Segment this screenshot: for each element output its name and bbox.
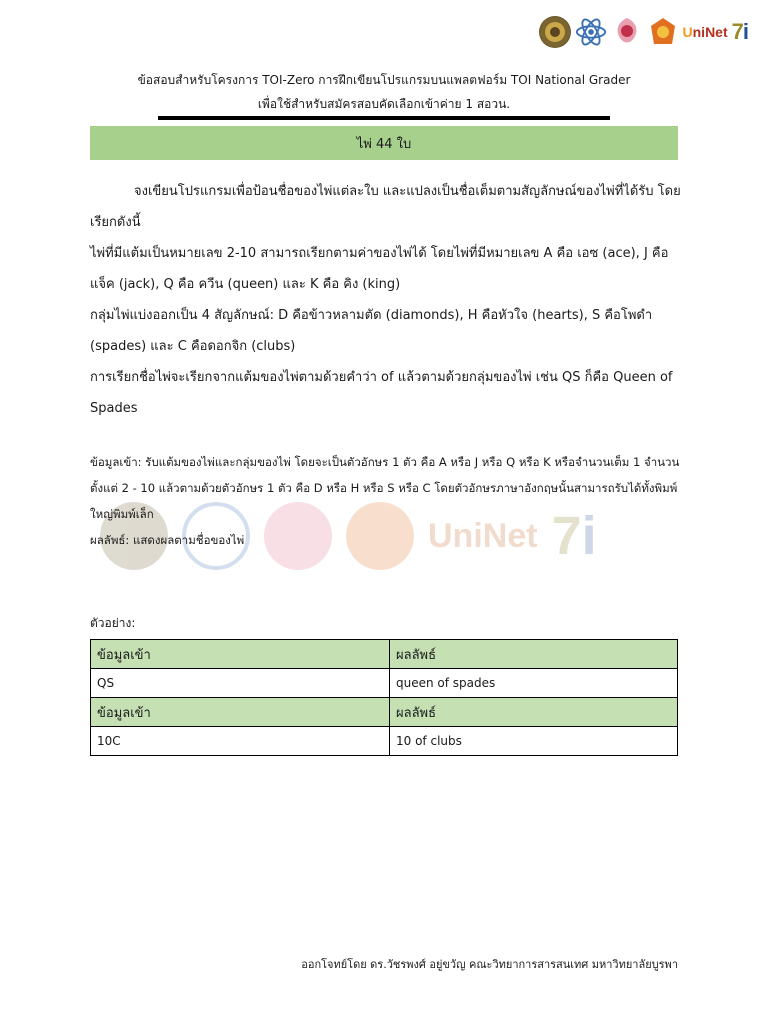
- input-spec: ข้อมูลเข้า: รับแต้มของไพ่และกลุ่มของไพ่ โดยจะเป็นตัวอักษร 1 ตัว คือ A หรือ J หรือ Q หรือ K หรือจำนวนเต็ม 1 จำนวนตั้งแต่ 2 - 10 แล้วตามด้วยตัวอักษร 1 ตัว คือ D หรือ H หรือ S หรือ C โดยตัวอักษรภาษาอังกฤษนั้นสามารถรับได้ทั้งพิมพ์ใหญ่พิมพ์เล็ก: [90, 455, 680, 521]
- ministry-emblem-icon: [647, 16, 679, 48]
- table-header-cell: ผลลัพธ์: [390, 698, 678, 727]
- table-header-cell: ข้อมูลเข้า: [91, 698, 390, 727]
- watermark-toi-logo: 7i: [551, 506, 597, 566]
- header-line-1: ข้อสอบสำหรับโครงการ TOI-Zero การฝึกเขียนโปรแกรมบนแพลตฟอร์ม TOI National Grader: [137, 73, 631, 87]
- header-logos: [539, 16, 749, 48]
- header-divider: [158, 116, 610, 120]
- table-row: [91, 669, 678, 698]
- document-header: [90, 68, 678, 116]
- table-header-cell: ข้อมูลเข้า: [91, 640, 390, 669]
- university-seal-icon: [539, 16, 571, 48]
- author-footer: ออกโจทย์โดย ดร.วัชรพงศ์ อยู่ขวัญ คณะวิทยาการสารสนเทศ มหาวิทยาลัยบูรพา: [301, 958, 678, 971]
- problem-title: [90, 126, 678, 160]
- table-header-row: [91, 640, 678, 669]
- atom-science-icon: [575, 16, 607, 48]
- watermark-uninet-text: UniNet: [428, 516, 538, 555]
- table-row: [91, 727, 678, 756]
- table-header-cell: ผลลัพธ์: [390, 640, 678, 669]
- table-header-row: [91, 698, 678, 727]
- toi-logo: 7i: [731, 19, 748, 44]
- table-cell-output: 10 of clubs: [390, 727, 678, 756]
- description-paragraph: จงเขียนโปรแกรมเพื่อป้อนชื่อของไพ่แต่ละใบ และแปลงเป็นชื่อเต็มตามสัญลักษณ์ของไพ่ที่ได้รับ โดยเรียกดังนี้: [90, 184, 681, 230]
- posn-emblem-icon: [611, 16, 643, 48]
- description-paragraph: การเรียกชื่อไพ่จะเรียกจากแต้มของไพ่ตามด้วยคำว่า of แล้วตามด้วยกลุ่มของไพ่ เช่น QS ก็คือ Queen of Spades: [90, 370, 673, 416]
- example-label: ตัวอย่าง:: [90, 616, 136, 630]
- example-table: [90, 639, 678, 756]
- output-spec: ผลลัพธ์: แสดงผลตามชื่อของไพ่: [90, 533, 245, 547]
- table-cell-input: 10C: [91, 727, 390, 756]
- description-paragraph: ไพ่ที่มีแต้มเป็นหมายเลข 2-10 สามารถเรียกตามค่าของไพ่ได้ โดยไพ่ที่มีหมายเลข A คือ เอซ (ace), J คือ แจ็ค (jack), Q คือ ควีน (queen) และ K คือ คิง (king): [90, 246, 669, 292]
- header-line-2: เพื่อใช้สำหรับสมัครสอบคัดเลือกเข้าค่าย 1 สอวน.: [257, 97, 511, 111]
- table-cell-input: QS: [91, 669, 390, 698]
- problem-description: [90, 176, 682, 424]
- problem-title-text: ไพ่ 44 ใบ: [356, 136, 412, 152]
- description-paragraph: กลุ่มไพ่แบ่งออกเป็น 4 สัญลักษณ์: D คือข้าวหลามตัด (diamonds), H คือหัวใจ (hearts), S คือโพดำ (spades) และ C คือดอกจิก (clubs): [90, 308, 653, 354]
- io-specification: [90, 449, 682, 553]
- uninet-logo: UniNet: [682, 24, 728, 40]
- table-cell-output: queen of spades: [390, 669, 678, 698]
